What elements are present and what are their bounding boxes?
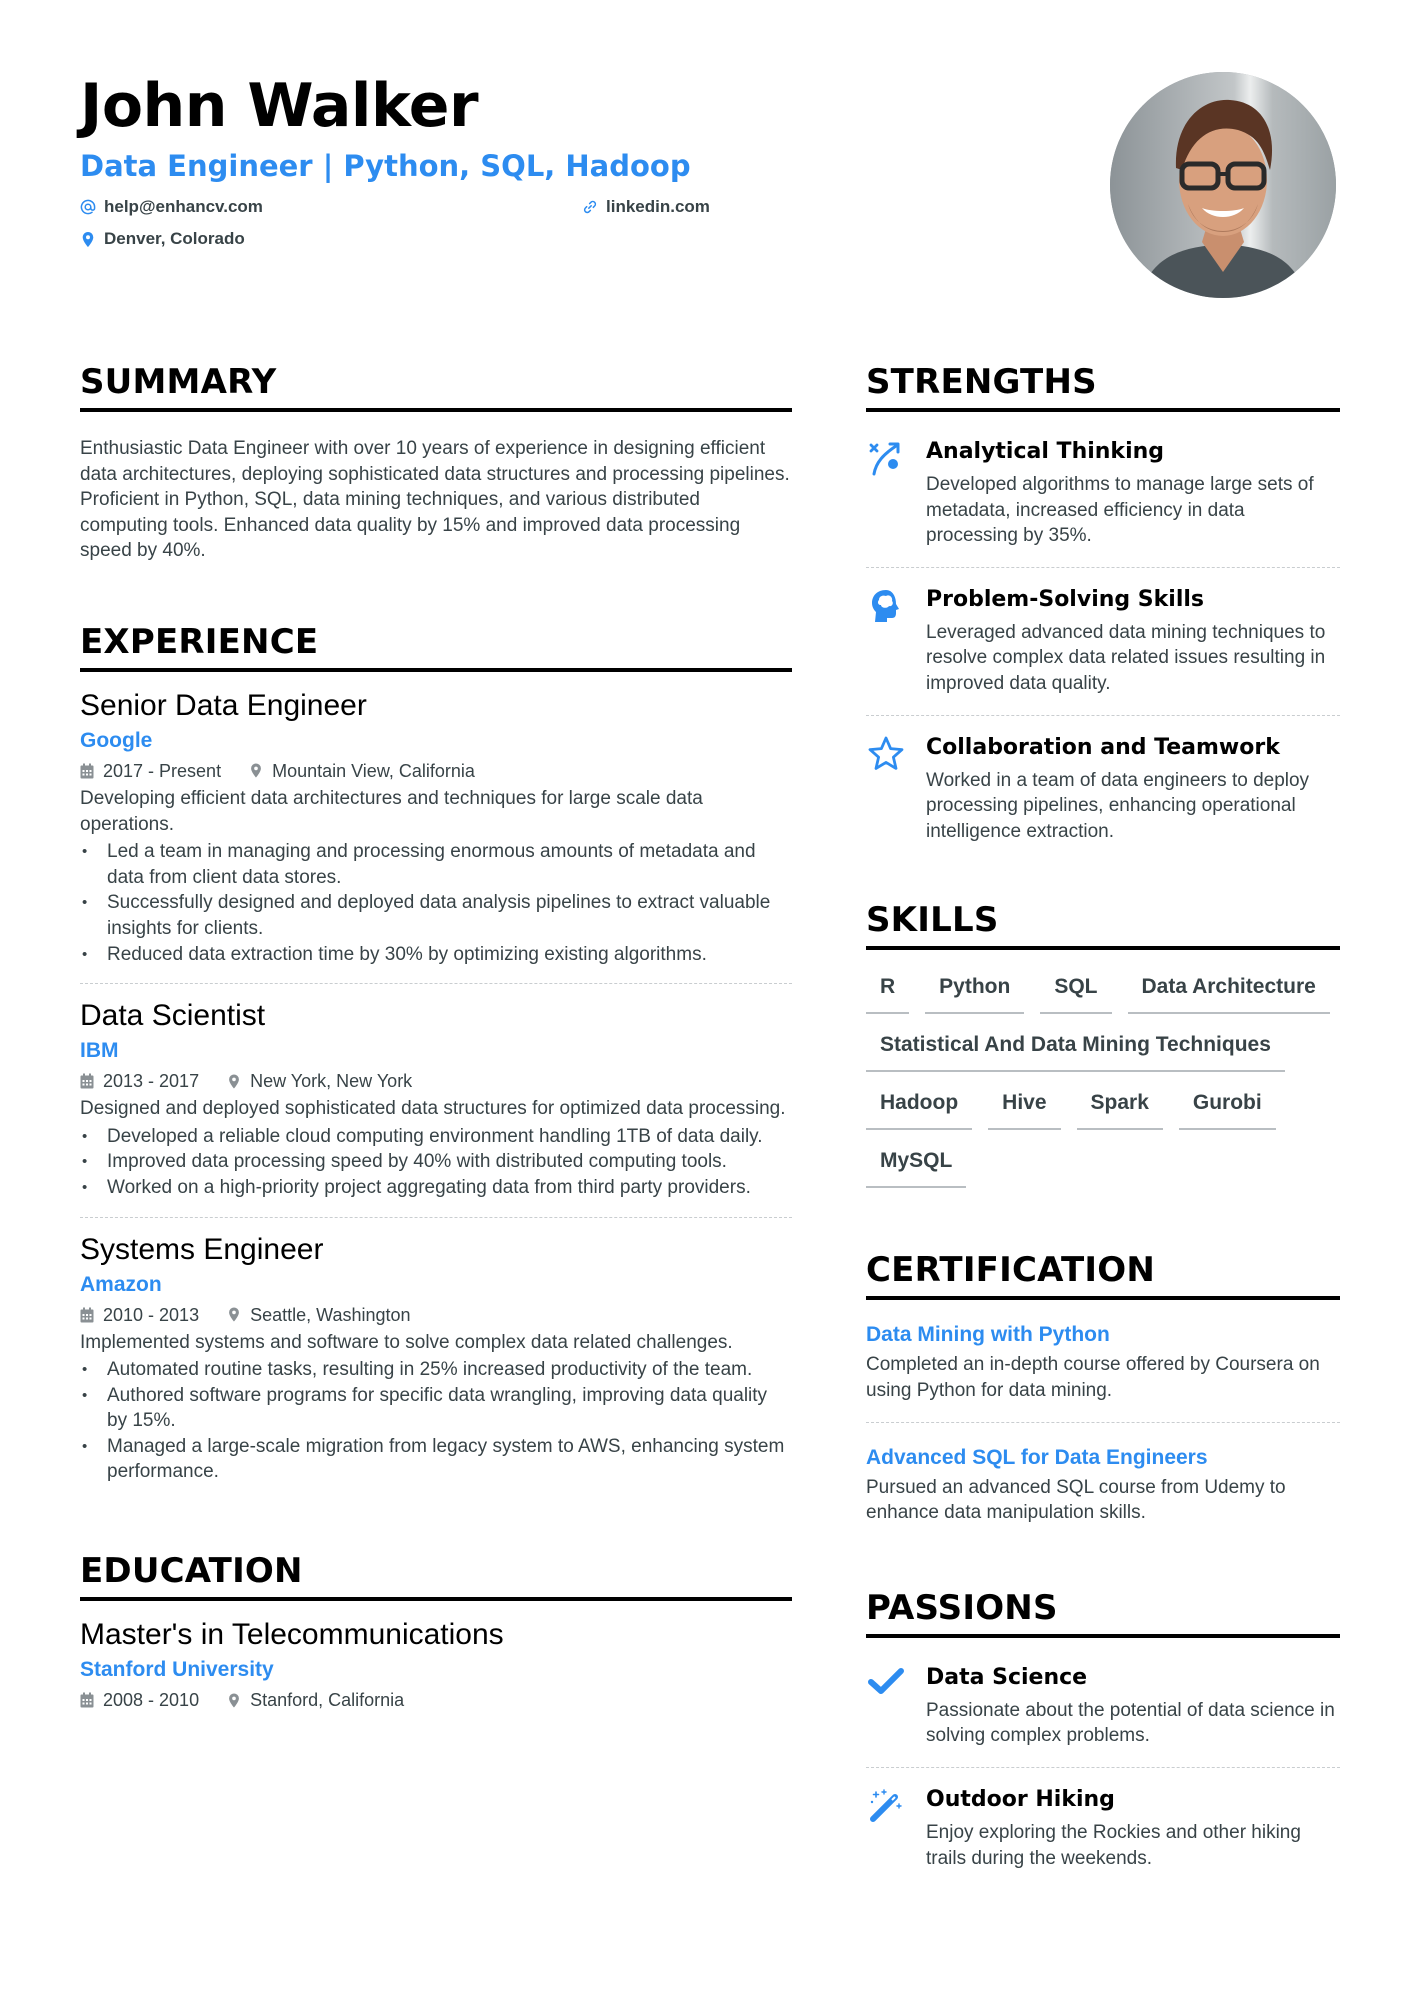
- calendar-icon: [80, 1073, 94, 1089]
- skill-tag: Spark: [1077, 1086, 1163, 1130]
- summary-text: Enthusiastic Data Engineer with over 10 years of experience in designing efficient data architectures, deploying sophisticated data structures and processing pipelines. Proficient in Python, SQL, data mining techniques, and various distributed computing tools. Enhanced data quality by 15% and improved data processing speed by 40%.: [80, 438, 790, 562]
- passion-item: [866, 1646, 1340, 1767]
- strength-item: [866, 420, 1340, 567]
- job-location: [249, 756, 475, 786]
- skill-tag: Python: [925, 970, 1024, 1014]
- skill-tag: Statistical And Data Mining Techniques: [866, 1028, 1285, 1072]
- head-brain-icon: [869, 588, 903, 624]
- skills-section: [866, 898, 1340, 1188]
- job-entry: [80, 983, 792, 1216]
- contact-location: [80, 228, 245, 250]
- email-text: help@enhancv.com: [104, 197, 263, 216]
- strength-description: Leveraged advanced data mining techniques to resolve complex data related issues resulting in improved data quality.: [926, 621, 1326, 694]
- skill-tag: Data Architecture: [1128, 970, 1330, 1014]
- skill-tag: R: [866, 970, 909, 1014]
- map-pin-icon: [227, 1073, 241, 1090]
- job-bullets: [80, 839, 792, 967]
- person-photo-icon: [1110, 72, 1336, 298]
- right-column: [866, 360, 1340, 1889]
- certification-heading: CERTIFICATION: [866, 1248, 1340, 1300]
- experience-section: [80, 620, 792, 1501]
- job-location-text: Seattle, Washington: [250, 1304, 411, 1325]
- skill-tag: SQL: [1040, 970, 1111, 1014]
- summary-heading: SUMMARY: [80, 360, 792, 412]
- job-title: Senior Data Engineer: [80, 688, 367, 722]
- magic-wand-icon: [868, 1788, 904, 1824]
- job-bullet: • Authored software programs for specific data wrangling, improving data quality by 15%.: [80, 1383, 792, 1434]
- contact-linkedin[interactable]: [582, 196, 710, 218]
- job-entry: [80, 1217, 792, 1502]
- calendar-icon: [80, 1307, 94, 1323]
- job-bullets: [80, 1124, 792, 1201]
- education-location: [227, 1685, 404, 1715]
- strength-description: Worked in a team of data engineers to deploy processing pipelines, enhancing operational intelligence extraction.: [926, 769, 1310, 842]
- calendar-icon: [80, 763, 94, 779]
- job-company[interactable]: IBM: [80, 1039, 119, 1063]
- degree-title: Master's in Telecommunications: [80, 1618, 504, 1652]
- passion-description: Enjoy exploring the Rockies and other hiking trails during the weekends.: [926, 1821, 1301, 1869]
- skills-heading: SKILLS: [866, 898, 1340, 950]
- education-dates: [80, 1685, 199, 1715]
- job-company[interactable]: Amazon: [80, 1272, 162, 1296]
- job-dates: [80, 1066, 199, 1096]
- linkedin-text: linkedin.com: [606, 197, 710, 216]
- job-bullet: • Automated routine tasks, resulting in 25% increased productivity of the team.: [80, 1357, 792, 1383]
- job-bullet: • Reduced data extraction time by 30% by optimizing existing algorithms.: [80, 942, 792, 968]
- map-pin-icon: [227, 1692, 241, 1709]
- education-location-text: Stanford, California: [250, 1690, 405, 1711]
- job-description: Designed and deployed sophisticated data structures for optimized data processing.: [80, 1098, 786, 1120]
- certification-section: [866, 1248, 1340, 1543]
- candidate-name: John Walker: [80, 71, 479, 141]
- job-meta: [80, 1066, 792, 1096]
- job-location-text: Mountain View, California: [272, 760, 475, 781]
- strength-item: [866, 567, 1340, 715]
- passion-item: [866, 1767, 1340, 1889]
- job-dates: [80, 1300, 199, 1330]
- strength-description: Developed algorithms to manage large sets of metadata, increased efficiency in data processing by 35%.: [926, 474, 1314, 547]
- experience-heading: EXPERIENCE: [80, 620, 792, 672]
- certification-title[interactable]: Advanced SQL for Data Engineers: [866, 1445, 1208, 1469]
- job-location: [227, 1300, 410, 1330]
- certification-item: [866, 1300, 1340, 1421]
- job-description: Developing efficient data architectures and techniques for large scale data operations.: [80, 787, 703, 835]
- strategy-icon: [868, 440, 904, 476]
- certification-item: [866, 1422, 1340, 1544]
- job-dates-text: 2013 - 2017: [103, 1071, 200, 1092]
- school-name[interactable]: Stanford University: [80, 1658, 274, 1682]
- checkmark-icon: [868, 1666, 904, 1696]
- skill-tag: Gurobi: [1179, 1086, 1276, 1130]
- passion-title: Data Science: [926, 1664, 1088, 1690]
- map-pin-icon: [249, 762, 263, 779]
- job-description: Implemented systems and software to solve complex data related challenges.: [80, 1331, 733, 1353]
- passion-title: Outdoor Hiking: [926, 1786, 1115, 1812]
- job-meta: [80, 756, 792, 786]
- job-dates: [80, 756, 221, 786]
- skill-tag: Hive: [988, 1086, 1060, 1130]
- location-text: Denver, Colorado: [104, 229, 245, 248]
- education-dates-text: 2008 - 2010: [103, 1690, 200, 1711]
- contact-email[interactable]: [80, 196, 263, 218]
- skill-tag: MySQL: [866, 1144, 966, 1188]
- job-title: Systems Engineer: [80, 1232, 324, 1266]
- link-icon: [582, 199, 598, 215]
- job-bullets: [80, 1357, 792, 1485]
- education-meta: [80, 1685, 792, 1715]
- left-column: [80, 360, 792, 1731]
- passion-description: Passionate about the potential of data science in solving complex problems.: [926, 1699, 1335, 1747]
- calendar-icon: [80, 1692, 94, 1708]
- job-company[interactable]: Google: [80, 728, 153, 752]
- job-bullet: • Managed a large-scale migration from legacy system to AWS, enhancing system performance.: [80, 1434, 792, 1485]
- job-bullet: • Worked on a high-priority project aggregating data from third party providers.: [80, 1175, 792, 1201]
- education-entry: [80, 1615, 792, 1731]
- job-bullet: • Developed a reliable cloud computing environment handling 1TB of data daily.: [80, 1124, 792, 1150]
- education-heading: EDUCATION: [80, 1549, 792, 1601]
- passions-section: [866, 1586, 1340, 1889]
- at-sign-icon: [80, 199, 96, 215]
- job-location: [227, 1066, 412, 1096]
- strength-title: Problem-Solving Skills: [926, 586, 1204, 612]
- strengths-heading: STRENGTHS: [866, 360, 1340, 412]
- certification-description: Completed an in-depth course offered by Coursera on using Python for data mining.: [866, 1354, 1320, 1401]
- certification-title[interactable]: Data Mining with Python: [866, 1323, 1110, 1347]
- job-title: Data Scientist: [80, 999, 266, 1033]
- map-pin-icon: [80, 231, 96, 248]
- strength-title: Collaboration and Teamwork: [926, 734, 1280, 760]
- strength-title: Analytical Thinking: [926, 439, 1165, 464]
- job-dates-text: 2017 - Present: [103, 760, 222, 781]
- job-bullet: • Successfully designed and deployed data analysis pipelines to extract valuable insights for clients.: [80, 890, 792, 941]
- strength-item: [866, 715, 1340, 863]
- job-dates-text: 2010 - 2013: [103, 1304, 200, 1325]
- summary-section: [80, 360, 792, 564]
- job-meta: [80, 1300, 792, 1330]
- job-location-text: New York, New York: [250, 1071, 413, 1092]
- skills-list: [866, 950, 1340, 1188]
- job-bullet: • Improved data processing speed by 40% with distributed computing tools.: [80, 1149, 792, 1175]
- avatar-photo: [1110, 72, 1336, 298]
- strengths-section: [866, 360, 1340, 862]
- certification-description: Pursued an advanced SQL course from Udemy to enhance data manipulation skills.: [866, 1476, 1286, 1524]
- candidate-subtitle: Data Engineer | Python, SQL, Hadoop: [80, 149, 691, 183]
- education-section: [80, 1549, 792, 1731]
- job-bullet: • Led a team in managing and processing enormous amounts of metadata and data from client data stores.: [80, 839, 792, 890]
- job-entry: [80, 686, 792, 983]
- skill-tag: Hadoop: [866, 1086, 972, 1130]
- star-icon: [868, 736, 904, 770]
- map-pin-icon: [227, 1306, 241, 1323]
- passions-heading: PASSIONS: [866, 1586, 1340, 1638]
